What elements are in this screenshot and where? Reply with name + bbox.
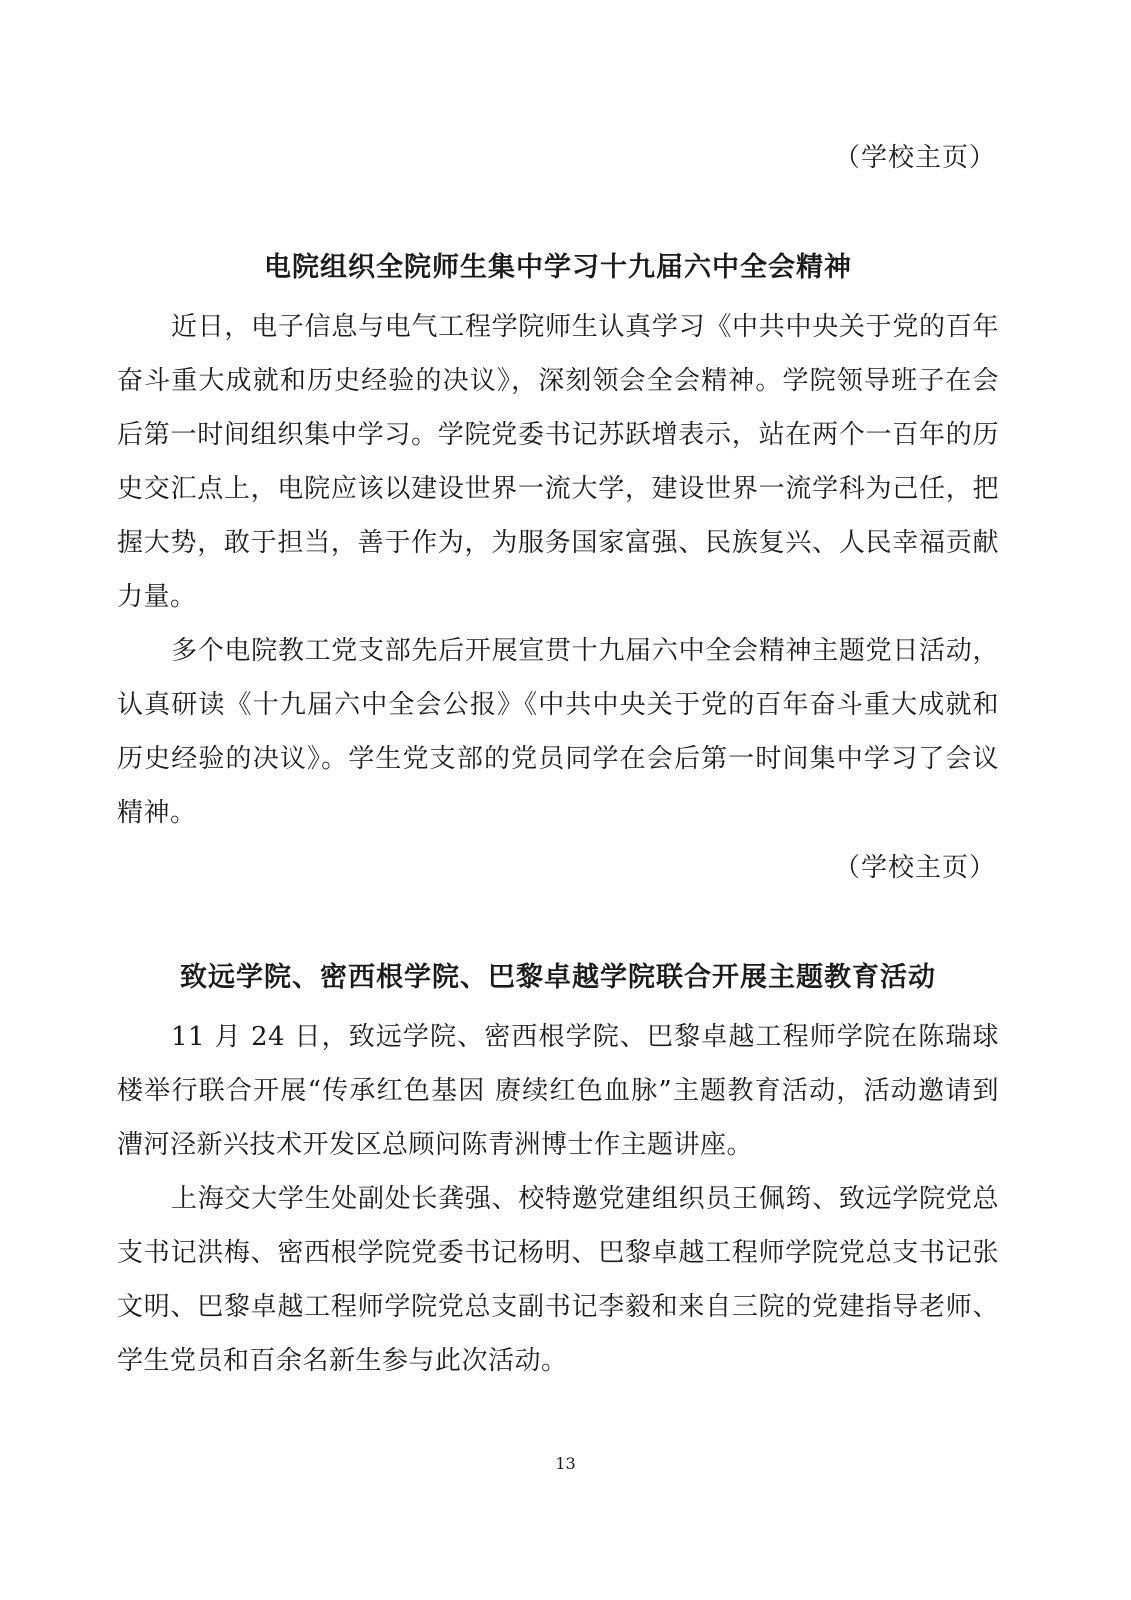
source-note-top: （学校主页）: [833, 143, 996, 173]
page-number: 13: [555, 1454, 576, 1473]
article-1-source: （学校主页）: [833, 853, 996, 883]
article-1-title: 电院组织全院师生集中学习十九届六中全会精神: [264, 252, 852, 283]
article-2-paragraph-1: 11 月 24 日，致远学院、密西根学院、巴黎卓越工程师学院在陈瑞球楼举行联合开展“传承红色基因 赓续红色血脉”主题教育活动，活动邀请到漕河泾新兴技术开发区总顾问陈青洲博士作主题讲座。: [117, 1022, 999, 1160]
article-1-paragraph-2: 多个电院教工党支部先后开展宣贯十九届六中全会精神主题党日活动，认真研读《十九届六中全会公报》《中共中央关于党的百年奋斗重大成就和历史经验的决议》。学生党支部的党员同学在会后第一时间集中学习了会议精神。: [117, 636, 999, 828]
article-2-paragraph-2: 上海交大学生处副处长龚强、校特邀党建组织员王佩筠、致远学院党总支书记洪梅、密西根学院党委书记杨明、巴黎卓越工程师学院党总支书记张文明、巴黎卓越工程师学院党总支副书记李毅和来自三院的党建指导老师、学生党员和百余名新生参与此次活动。: [117, 1184, 999, 1376]
article-2-title: 致远学院、密西根学院、巴黎卓越学院联合开展主题教育活动: [180, 962, 936, 993]
article-1-paragraph-1: 近日，电子信息与电气工程学院师生认真学习《中共中央关于党的百年奋斗重大成就和历史经验的决议》，深刻领会全会精神。学院领导班子在会后第一时间组织集中学习。学院党委书记苏跃增表示，站在两个一百年的历史交汇点上，电院应该以建设世界一流大学，建设世界一流学科为己任，把握大势，敢于担当，善于作为，为服务国家富强、民族复兴、人民幸福贡献力量。: [117, 312, 999, 612]
